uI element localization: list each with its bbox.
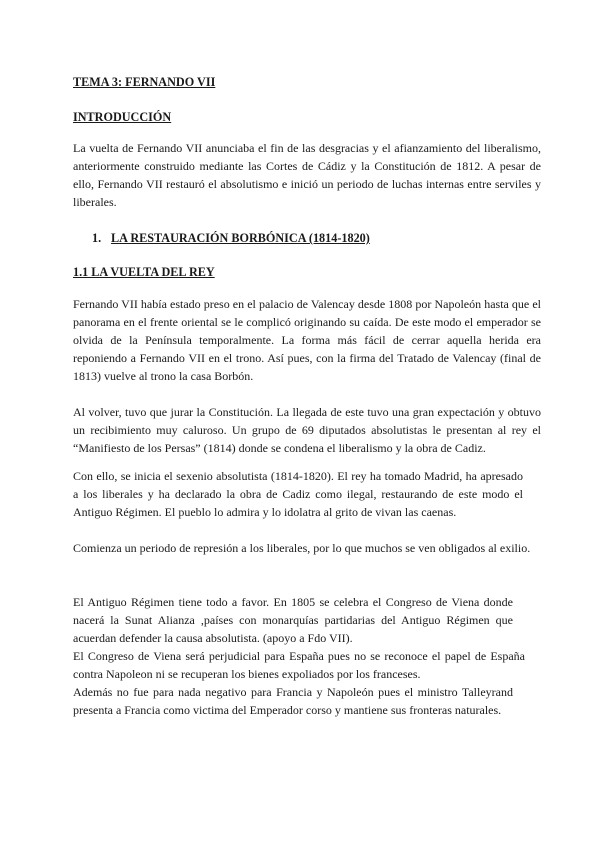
document-title: TEMA 3: FERNANDO VII — [73, 75, 216, 89]
section-1-title: LA RESTAURACIÓN BORBÓNICA (1814-1820) — [111, 231, 370, 245]
paragraph-sexenio: Con ello, se inicia el sexenio absolutista (1814-1820). El rey ha tomado Madrid, ha apresado a los liberales y ha declarado la obra de Cadiz como ilegal, restaurando de este modo el Antiguo Régimen. El pueblo lo admira y lo idolatra al grito de vivan las caenas. — [73, 469, 523, 519]
paragraph-congreso-viena: El Congreso de Viena será perjudicial para España pues no se reconoce el papel de España contra Napoleon ni se recuperan los bienes expoliados por los franceses. — [73, 649, 525, 681]
section-1-number: 1. — [92, 231, 102, 245]
paragraph-represion: Comienza un periodo de represión a los liberales, por lo que muchos se ven obligados al exilio. — [73, 541, 531, 555]
paragraph-constitucion: Al volver, tuvo que jurar la Constitución. La llegada de este tuvo una gran expectación y obtuvo un recibimiento muy caluroso. Un grupo de 69 diputados absolutistas le presentan al rey el “Manifiesto de los Persas” (1814) donde se condena el liberalismo y la obra de Cadiz. — [73, 405, 541, 455]
paragraph-valencay: Fernando VII había estado preso en el palacio de Valencay desde 1808 por Napoleón hasta que el panorama en el frente oriental se le complicó originando su caída. De este modo el emperador se olvida de la Península temporalmente. La forma más fácil de cerrar aquella herida era reponiendo a Fernando VII en el trono. Así pues, con la firma del Tratado de Valencay (final de 1813) vuelve al trono la casa Borbón. — [73, 297, 541, 383]
subsection-1-1-heading: 1.1 LA VUELTA DEL REY — [73, 265, 215, 279]
paragraph-talleyrand: Además no fue para nada negativo para Francia y Napoleón pues el ministro Talleyrand presenta a Francia como victima del Emperador corso y mantiene sus fronteras naturales. — [73, 685, 513, 717]
section-1-heading — [92, 229, 370, 247]
paragraph-antiguo-regimen: El Antiguo Régimen tiene todo a favor. En 1805 se celebra el Congreso de Viena donde nacerá la Sunat Alianza ,países con monarquías partidarias del Antiguo Régimen que acuerdan defender la causa absolutista. (apoyo a Fdo VII). — [73, 595, 513, 645]
intro-heading: INTRODUCCIÓN — [73, 110, 172, 124]
intro-paragraph: La vuelta de Fernando VII anunciaba el fin de las desgracias y el afianzamiento del liberalismo, anteriormente construido mediante las Cortes de Cádiz y la Constitución de 1812. A pesar de ello, Fernando VII restauró el absolutismo e inició un periodo de luchas internas entre serviles y liberales. — [73, 141, 541, 209]
